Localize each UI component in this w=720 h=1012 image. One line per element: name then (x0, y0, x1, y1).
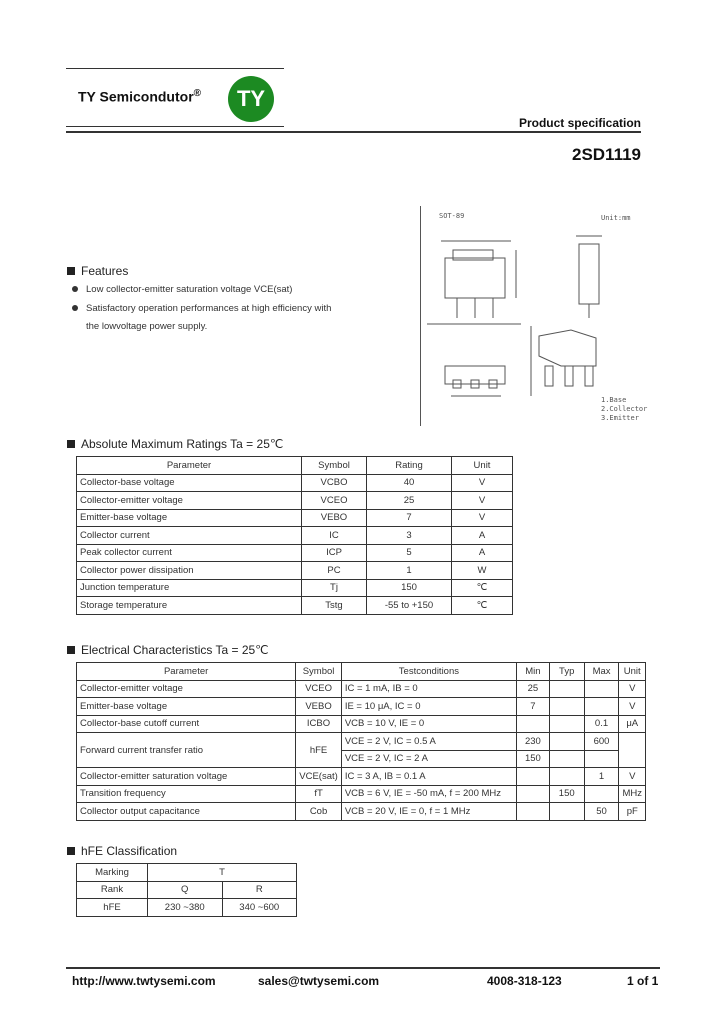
table-cell: Transition frequency (77, 785, 296, 803)
section-square-icon (67, 646, 75, 654)
product-specification: Product specification (518, 116, 641, 130)
col-header: Rating (367, 457, 452, 475)
table-cell: T (148, 864, 297, 882)
amr-table (76, 456, 513, 615)
pin-legend (601, 396, 647, 423)
table-cell: ICBO (296, 715, 342, 733)
table-cell (584, 785, 619, 803)
table-row (77, 509, 513, 527)
table-cell: Collector-emitter saturation voltage (77, 768, 296, 786)
table-cell: VCB = 20 V, IE = 0, f = 1 MHz (341, 803, 516, 821)
table-cell: 150 (516, 750, 549, 768)
table-row (77, 698, 646, 716)
table-cell (516, 785, 549, 803)
table-cell (549, 680, 584, 698)
table-cell: 340 ~600 (222, 899, 297, 917)
table-row (77, 768, 646, 786)
table-cell (549, 698, 584, 716)
table-cell (619, 733, 646, 768)
table-row (77, 899, 297, 917)
table-cell: V (452, 492, 513, 510)
pin-1: 1.Base (601, 396, 627, 404)
table-cell (549, 733, 584, 751)
col-header: Typ (549, 663, 584, 681)
table-cell: V (452, 509, 513, 527)
table-cell: 150 (367, 579, 452, 597)
bullet-icon (72, 305, 78, 311)
header-mid-rule (66, 126, 284, 127)
table-cell: VCE = 2 V, IC = 0.5 A (341, 733, 516, 751)
amr-title: Absolute Maximum Ratings Ta = 25℃ (67, 437, 283, 451)
table-cell: Collector-base cutoff current (77, 715, 296, 733)
table-row (77, 562, 513, 580)
footer-email[interactable]: sales@twtysemi.com (258, 974, 380, 988)
table-cell: 600 (584, 733, 619, 751)
table-cell: hFE (77, 899, 148, 917)
table-cell (549, 715, 584, 733)
bullet-icon (72, 286, 78, 292)
table-cell: Storage temperature (77, 597, 302, 615)
section-square-icon (67, 440, 75, 448)
package-unit: Unit:mm (601, 214, 631, 222)
brand-name: TY Semicondutor® (78, 88, 202, 105)
table-cell: VCB = 10 V, IE = 0 (341, 715, 516, 733)
table-cell: PC (302, 562, 367, 580)
table-cell: 25 (516, 680, 549, 698)
ec-title: Electrical Characteristics Ta = 25℃ (67, 643, 269, 657)
table-row (77, 881, 297, 899)
table-cell: R (222, 881, 297, 899)
table-cell: Tstg (302, 597, 367, 615)
feature-item-continued: the lowvoltage power supply. (86, 321, 208, 332)
col-header: Max (584, 663, 619, 681)
ty-logo: TY (228, 76, 274, 122)
col-header: Min (516, 663, 549, 681)
col-header: Symbol (296, 663, 342, 681)
table-cell (516, 715, 549, 733)
table-cell: 7 (367, 509, 452, 527)
col-header: Testconditions (341, 663, 516, 681)
table-cell: IC = 1 mA, IB = 0 (341, 680, 516, 698)
table-header-row (77, 457, 513, 475)
table-cell: W (452, 562, 513, 580)
table-cell: 230 (516, 733, 549, 751)
table-cell: VCBO (302, 474, 367, 492)
table-cell: μA (619, 715, 646, 733)
table-cell: Collector-base voltage (77, 474, 302, 492)
table-row (77, 474, 513, 492)
table-cell: 7 (516, 698, 549, 716)
table-cell: ℃ (452, 579, 513, 597)
package-outline (421, 206, 643, 426)
table-cell: Collector-emitter voltage (77, 492, 302, 510)
table-cell: Q (148, 881, 223, 899)
table-cell: 230 ~380 (148, 899, 223, 917)
table-cell (549, 768, 584, 786)
table-cell: Junction temperature (77, 579, 302, 597)
table-row (77, 579, 513, 597)
table-row (77, 492, 513, 510)
table-cell: Collector power dissipation (77, 562, 302, 580)
hfe-title: hFE Classification (67, 844, 177, 858)
table-cell: IE = 10 μA, IC = 0 (341, 698, 516, 716)
table-row (77, 803, 646, 821)
feature-item: Satisfactory operation performances at high efficiency with (72, 303, 331, 314)
table-cell: pF (619, 803, 646, 821)
table-cell (584, 750, 619, 768)
table-cell: ℃ (452, 597, 513, 615)
col-header: Parameter (77, 457, 302, 475)
col-header: Parameter (77, 663, 296, 681)
table-cell: Emitter-base voltage (77, 509, 302, 527)
table-cell: 1 (367, 562, 452, 580)
table-cell: 5 (367, 544, 452, 562)
table-header-row (77, 663, 646, 681)
footer-rule (66, 967, 660, 969)
ec-table (76, 662, 646, 821)
table-row (77, 544, 513, 562)
table-cell (584, 698, 619, 716)
table-cell (549, 750, 584, 768)
section-square-icon (67, 267, 75, 275)
table-row (77, 864, 297, 882)
table-cell: VCEO (296, 680, 342, 698)
hfe-table (76, 863, 297, 917)
table-cell: VCE(sat) (296, 768, 342, 786)
table-cell (516, 768, 549, 786)
table-cell: VEBO (296, 698, 342, 716)
part-number: 2SD1119 (571, 145, 641, 164)
table-cell: IC (302, 527, 367, 545)
table-cell: 1 (584, 768, 619, 786)
table-cell: Cob (296, 803, 342, 821)
table-cell: ICP (302, 544, 367, 562)
table-cell: hFE (296, 733, 342, 768)
table-row (77, 715, 646, 733)
table-cell (549, 803, 584, 821)
table-cell: VCEO (302, 492, 367, 510)
footer-website[interactable]: http://www.twtysemi.com (72, 974, 216, 988)
table-row (77, 527, 513, 545)
table-cell: 50 (584, 803, 619, 821)
col-header: Unit (619, 663, 646, 681)
table-cell: Forward current transfer ratio (77, 733, 296, 768)
table-cell: VCB = 6 V, IE = -50 mA, f = 200 MHz (341, 785, 516, 803)
table-cell: Collector current (77, 527, 302, 545)
table-cell: A (452, 544, 513, 562)
table-cell: 150 (549, 785, 584, 803)
col-header: Symbol (302, 457, 367, 475)
col-header: Unit (452, 457, 513, 475)
table-cell: 25 (367, 492, 452, 510)
table-cell: Peak collector current (77, 544, 302, 562)
table-cell: V (452, 474, 513, 492)
table-cell: -55 to +150 (367, 597, 452, 615)
table-cell: Tj (302, 579, 367, 597)
table-cell: Marking (77, 864, 148, 882)
table-cell: VCE = 2 V, IC = 2 A (341, 750, 516, 768)
table-cell: Emitter-base voltage (77, 698, 296, 716)
feature-item: Low collector-emitter saturation voltage VCE(sat) (72, 284, 292, 295)
table-cell: fT (296, 785, 342, 803)
table-cell: V (619, 680, 646, 698)
table-cell: 40 (367, 474, 452, 492)
package-drawing (420, 206, 648, 426)
section-square-icon (67, 847, 75, 855)
table-row (77, 597, 513, 615)
header-top-rule (66, 68, 284, 69)
header-bottom-rule (66, 131, 641, 133)
pin-3: 3.Emitter (601, 414, 639, 422)
table-row (77, 785, 646, 803)
features-title: Features (67, 264, 128, 278)
table-cell: 3 (367, 527, 452, 545)
table-cell: VEBO (302, 509, 367, 527)
table-cell: V (619, 768, 646, 786)
table-cell (584, 680, 619, 698)
footer-page-number: 1 of 1 (627, 974, 659, 988)
table-cell: 0.1 (584, 715, 619, 733)
table-cell: V (619, 698, 646, 716)
table-cell: MHz (619, 785, 646, 803)
table-cell: Rank (77, 881, 148, 899)
table-cell (516, 803, 549, 821)
table-cell: IC = 3 A, IB = 0.1 A (341, 768, 516, 786)
footer-phone: 4008-318-123 (487, 974, 562, 988)
package-name: SOT-89 (439, 212, 465, 220)
pin-2: 2.Collector (601, 405, 648, 413)
table-cell: Collector output capacitance (77, 803, 296, 821)
table-cell: A (452, 527, 513, 545)
table-row (77, 733, 646, 751)
table-cell: Collector-emitter voltage (77, 680, 296, 698)
table-row (77, 680, 646, 698)
